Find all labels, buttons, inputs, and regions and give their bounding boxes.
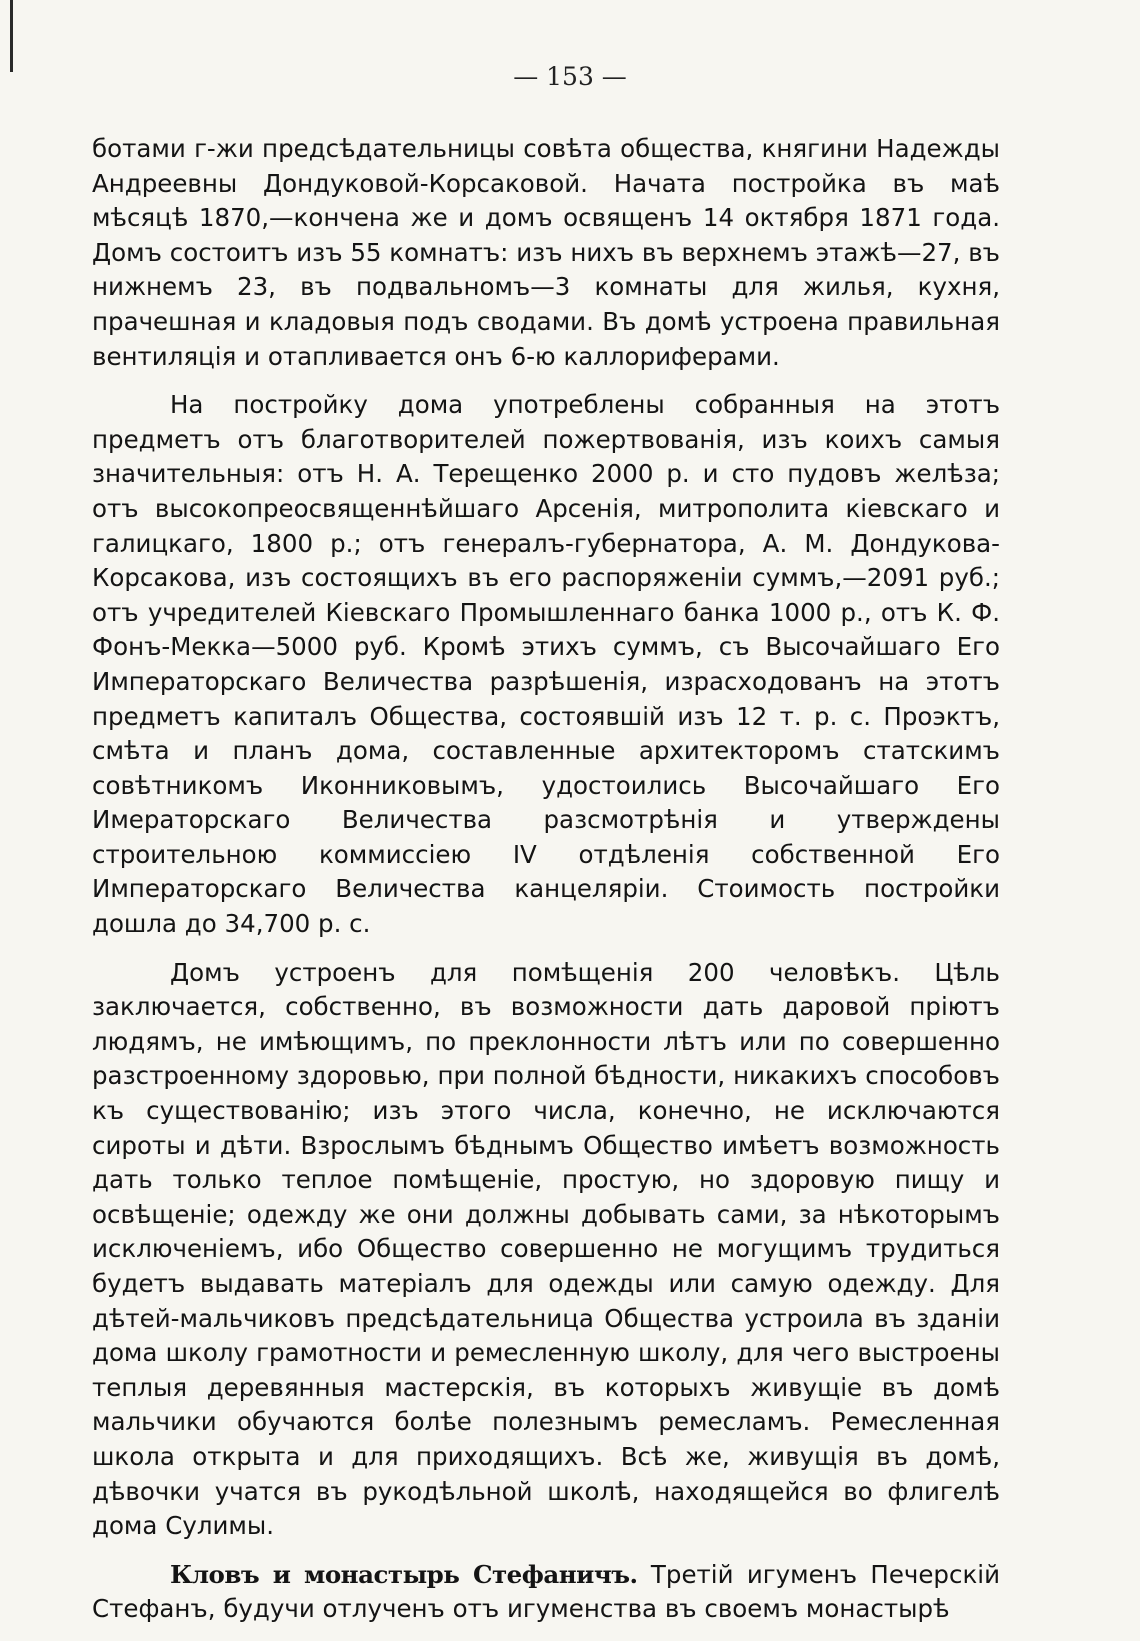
paragraph-2: На постройку дома употреблены собранныя на этотъ предметъ отъ благотворителей пожертвованія, изъ коихъ самыя значительныя: отъ Н. А. Терещенко 2000 р. и сто пудовъ желѣза; отъ высокопреосвященнѣйшаго Арсенія, митрополита кіевскаго и галицкаго, 1800 р.; отъ генералъ-губернатора, А. М. Дондукова-Корсакова, изъ состоящихъ въ его распоряженіи суммъ,—2091 руб.; отъ учредителей Кіевскаго Промышленнаго банка 1000 р., отъ К. Ф. Фонъ-Мекка—5000 руб. Кромѣ этихъ суммъ, съ Высочайшаго Его Императорскаго Величества разрѣшенія, израсходованъ на этотъ предметъ капиталъ Общества, состоявшій изъ 12 т. р. с. Проэктъ, смѣта и планъ дома, составленные архитекторомъ статскимъ совѣтникомъ Иконниковымъ, удостоились Высочайшаго Его Имераторскаго Величества разсмотрѣнія и утверждены строительною коммиссіею IV отдѣленія собственной Его Императорскаго Величества канцеляріи. Стоимость постройки дошла до 34,700 р. с. [92, 390, 1000, 939]
page-number: — 153 — [513, 62, 627, 91]
section-paragraph [92, 1558, 1000, 1627]
body-text [92, 132, 1000, 1641]
paragraph-3: Домъ устроенъ для помѣщенія 200 человѣкъ. Цѣль заключается, собственно, въ возможности дать даровой пріютъ людямъ, не имѣющимъ, по преклонности лѣтъ или по совершенно разстроенному здоровью, при полной бѣдности, никакихъ способовъ къ существованію; изъ этого числа, конечно, не исключаются сироты и дѣти. Взрослымъ бѣднымъ Общество имѣетъ возможность дать только теплое помѣщеніе, простую, но здоровую пищу и освѣщеніе; одежду же они должны добывать сами, за нѣкоторымъ исключеніемъ, ибо Общество совершенно не могущимъ трудиться будетъ выдавать матеріалъ для одежды или самую одежду. Для дѣтей-мальчиковъ предсѣдательница Общества устроила въ зданіи дома школу грамотности и ремесленную школу, для чего выстроены теплыя деревянныя мастерскія, въ которыхъ живущіе въ домѣ мальчики обучаются болѣе полезнымъ ремесламъ. Ремесленная школа открыта и для приходящихъ. Всѣ же, живущія въ домѣ, дѣвочки учатся въ рукодѣльной школѣ, находящейся во флигелѣ дома Сулимы. [92, 957, 1000, 1541]
paragraph-1: ботами г-жи предсѣдательницы совѣта общества, княгини Надежды Андреевны Дондуковой-Корсаковой. Начата постройка въ маѣ мѣсяцѣ 1870,—кончена же и домъ освященъ 14 октября 1871 года. Домъ состоитъ изъ 55 комнатъ: изъ нихъ въ верхнемъ этажѣ—27, въ нижнемъ 23, въ подвальномъ—3 комнаты для жилья, кухня, прачешная и кладовыя подъ сводами. Въ домѣ устроена правильная вентиляція и отапливается онъ 6-ю каллориферами. [92, 134, 1000, 371]
section-text: Третій игуменъ Печерскій Стефанъ, будучи отлученъ отъ игуменства въ своемъ монастырѣ [92, 1559, 1000, 1624]
section-heading: Кловъ и монастырь Стефаничъ. [170, 1559, 638, 1589]
